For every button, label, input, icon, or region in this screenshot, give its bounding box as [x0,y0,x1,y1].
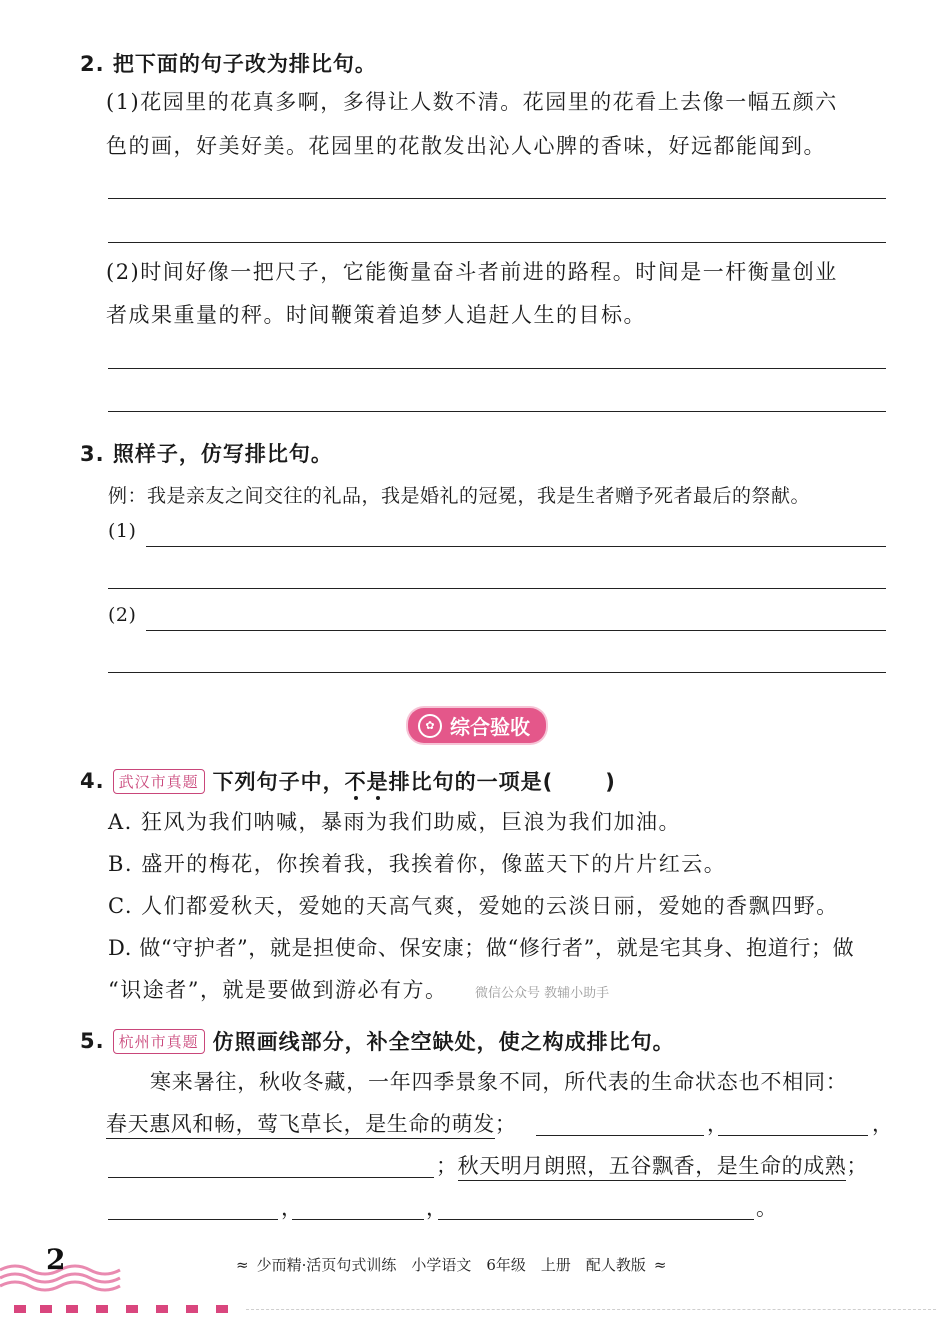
q5-blank-1[interactable] [536,1135,704,1136]
q4-stem-pre: 下列句子中， [212,770,345,794]
q5-underlined-2 [436,1144,868,1188]
q3-title: 3. 照样子，仿写排比句。 [80,442,333,466]
q4-stem-close: ) [605,770,616,794]
q2-item1-answer-line-1[interactable] [108,198,886,199]
q5-comma-3: ， [281,1196,304,1220]
q5-comma-2: ， [872,1112,895,1136]
footer-square-4 [96,1305,108,1313]
q5-semicolon-3: ； [846,1154,869,1178]
q5-blank-4[interactable] [108,1219,278,1220]
footer-square-7 [186,1305,198,1313]
q5-semicolon-1: ； [494,1112,517,1136]
q5-source-tag: 杭州市真题 [113,1029,205,1054]
page-number: 2 [46,1243,66,1276]
q5-period: 。 [756,1196,779,1220]
footer-square-5 [126,1305,138,1313]
footer-square-3 [66,1305,78,1313]
q3-answer-line-4[interactable] [108,672,886,673]
footer-title [236,1254,666,1275]
q2-item2-line1: (2)时间好像一把尺子，它能衡量奋斗者前进的路程。时间是一杆衡量创业 [106,260,838,284]
q5-underlined-text-2: 秋天明月朗照，五谷飘香，是生命的成熟 [458,1154,847,1181]
q5-blank-6[interactable] [438,1219,754,1220]
q2-item1-line1: (1)花园里的花真多啊，多得让人数不清。花园里的花看上去像一幅五颜六 [106,90,838,114]
q2-title: 2. 把下面的句子改为排比句。 [80,52,377,76]
q2-item2-line2: 者成果重量的秤。时间鞭策着追梦人追赶人生的目标。 [106,303,646,327]
q3-answer-line-3[interactable] [146,630,886,631]
q5-semicolon-2: ； [436,1154,458,1178]
q3-label-1: (1) [108,520,137,542]
q5-comma-1: ， [707,1112,730,1136]
footer-wave-left-icon: ≈ [236,1255,249,1274]
q5-title [80,1026,675,1056]
q4-option-b: B. 盛开的梅花，你挨着我，我挨着你，像蓝天下的片片红云。 [108,852,727,876]
q4-number: 4. [80,769,105,793]
q3-answer-line-2[interactable] [108,588,886,589]
q5-comma-4: ， [426,1196,449,1220]
q4-option-a: A. 狂风为我们呐喊，暴雨为我们助威，巨浪为我们加油。 [108,810,682,834]
q4-source-tag: 武汉市真题 [113,769,205,794]
footer-square-2 [40,1305,52,1313]
q5-stem: 仿照画线部分，补全空缺处，使之构成排比句。 [212,1030,675,1054]
medal-icon: ✿ [418,714,442,738]
footer-wave-right-icon: ≈ [653,1255,667,1274]
q4-option-c: C. 人们都爱秋天，爱她的天高气爽，爱她的云淡日丽，爱她的香飘四野。 [108,894,839,918]
footer-square-6 [156,1305,168,1313]
q3-label-2: (2) [108,604,137,626]
q4-option-d-line1: D. 做“守护者”，就是担使命、保安康；做“修行者”，就是宅其身、抱道行；做 [108,936,855,960]
q5-blank-5[interactable] [292,1219,424,1220]
q2-item2-answer-line-2[interactable] [108,411,886,412]
footer-square-8 [216,1305,228,1313]
q3-example: 例：我是亲友之间交往的礼品，我是婚礼的冠冕，我是生者赠予死者最后的祭献。 [108,485,811,507]
q5-line1: 寒来暑往，秋收冬藏，一年四季景象不同，所代表的生命状态也不相同： [150,1070,848,1094]
q5-blank-2[interactable] [718,1135,868,1136]
q5-blank-3[interactable] [108,1177,434,1178]
q2-item1-answer-line-2[interactable] [108,242,886,243]
q4-option-d-line2: “识途者”，就是要做到游必有方。 [108,978,448,1002]
footer-divider [246,1309,936,1310]
footer-square-1 [14,1305,26,1313]
q5-underlined-text-1: 春天惠风和畅，莺飞草长，是生命的萌发 [106,1112,495,1139]
watermark: 微信公众号 教辅小助手 [475,986,610,1001]
q4-stem [213,766,616,796]
q2-item2-answer-line-1[interactable] [108,368,886,369]
q4-stem-emphasis-1: 不 [344,770,367,794]
q3-answer-line-1[interactable] [146,546,886,547]
q5-number: 5. [80,1029,105,1053]
q5-underlined-1 [106,1102,516,1146]
q4-stem-emphasis-2: 是 [366,770,389,794]
q4-stem-post: 排比句的一项是( [388,770,554,794]
section-badge-label: 综合验收 [450,715,530,739]
q4-title [80,766,616,796]
q2-item1-line2: 色的画，好美好美。花园里的花散发出沁人心脾的香味，好远都能闻到。 [106,134,826,158]
footer-book-title: 少而精·活页句式训练 小学语文 6年级 上册 配人教版 [256,1256,646,1274]
section-badge [408,708,546,743]
